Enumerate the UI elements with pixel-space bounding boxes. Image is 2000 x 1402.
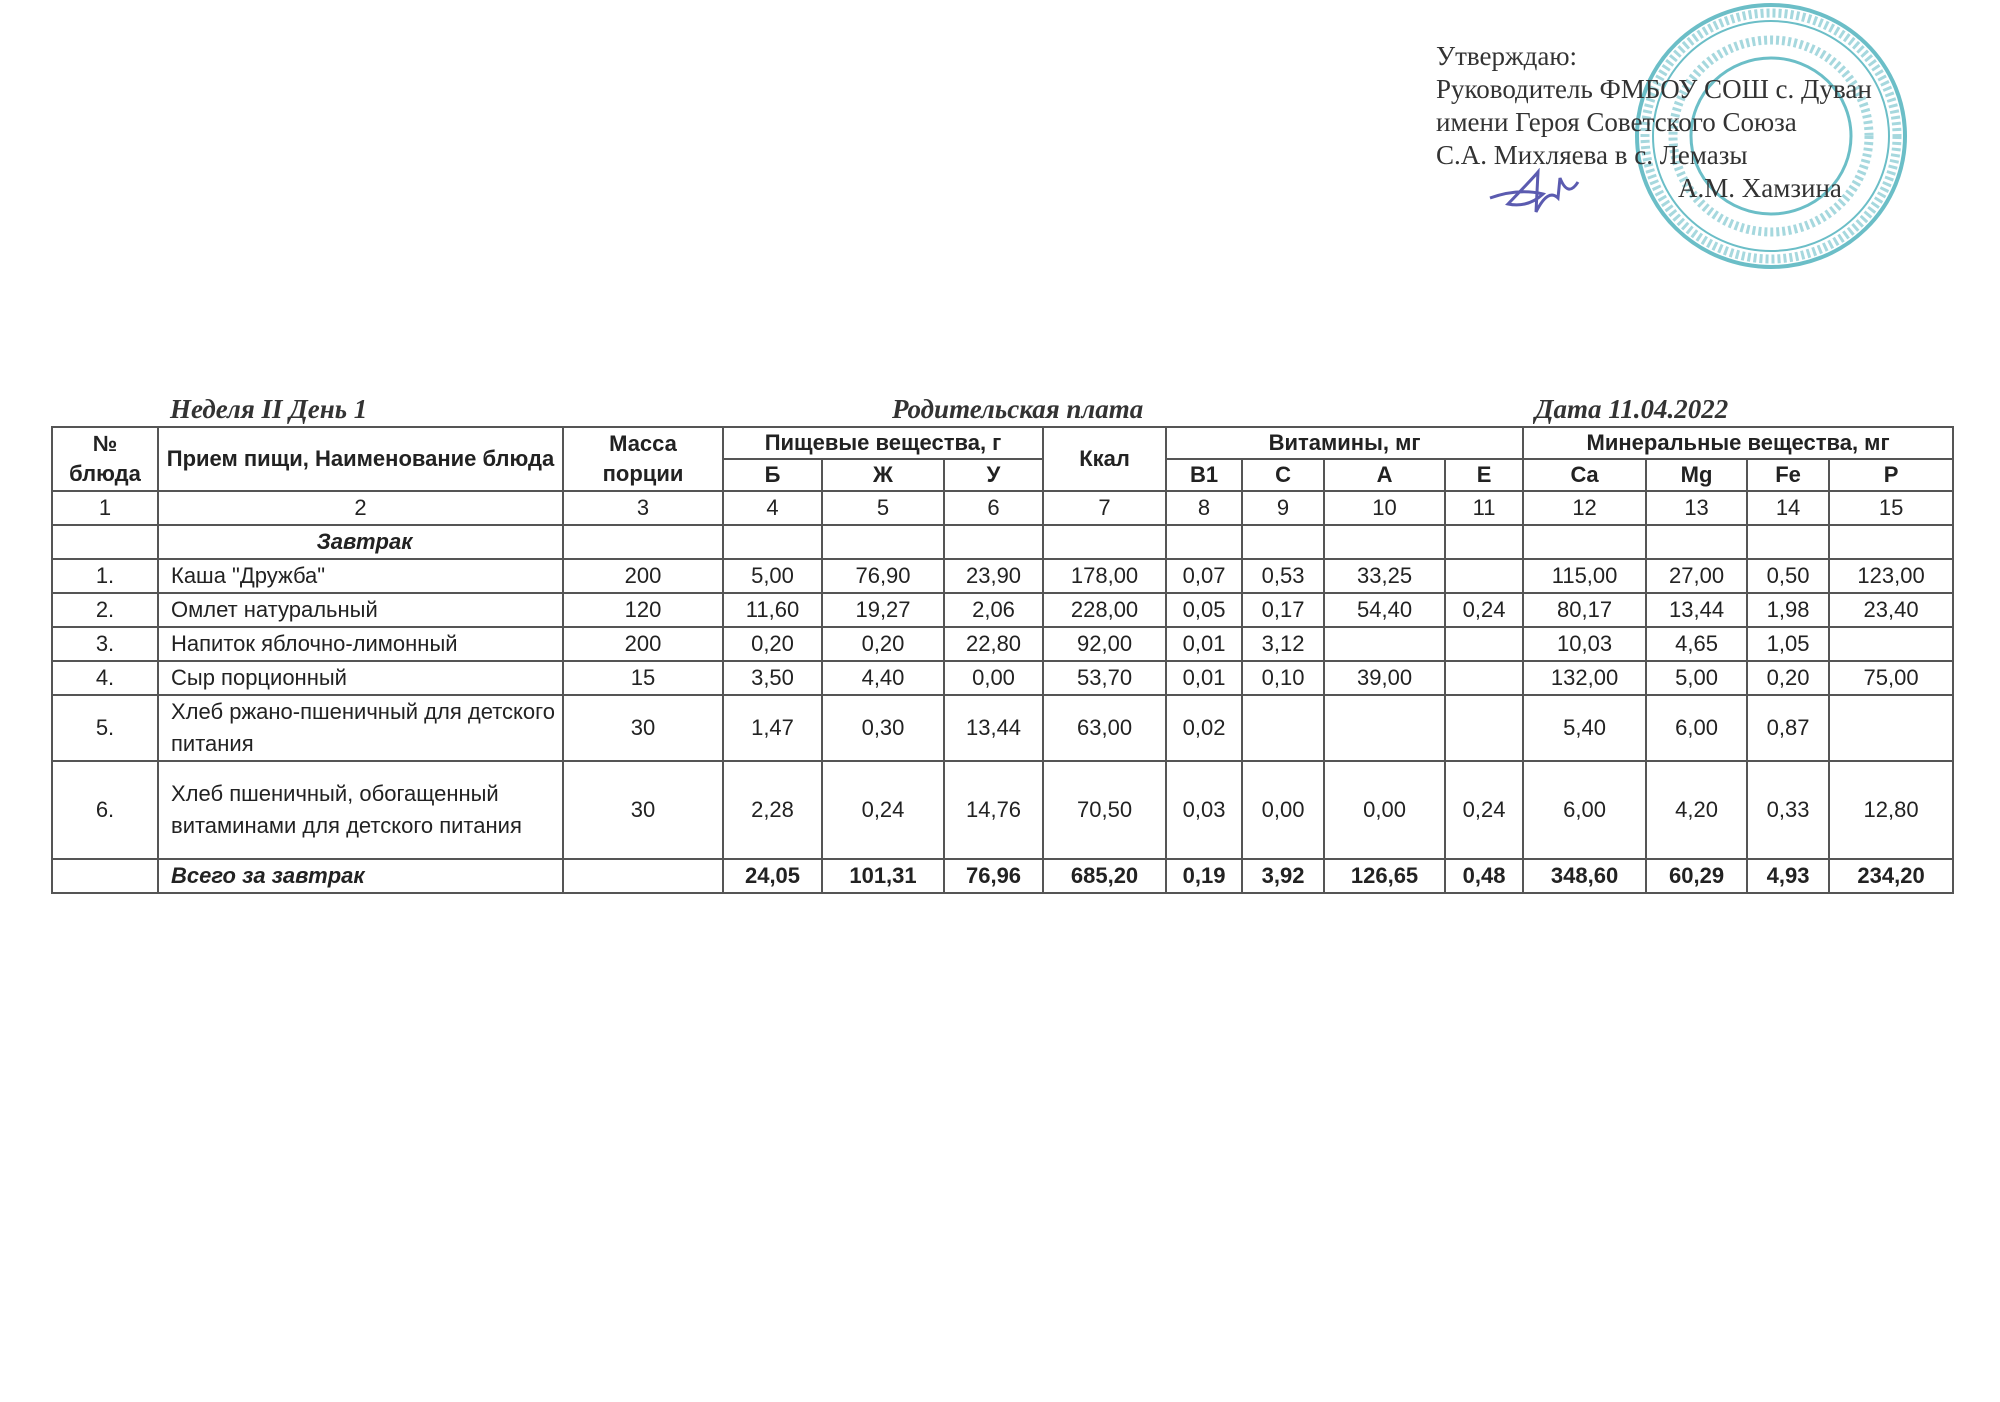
empty-cell [1166, 525, 1242, 559]
value-cell: 4,20 [1646, 761, 1747, 859]
header-nutrients: Пищевые вещества, г [723, 427, 1043, 459]
value-cell: 4,40 [822, 661, 944, 695]
total-value [52, 859, 158, 893]
column-number: 4 [723, 491, 822, 525]
value-cell: 33,25 [1324, 559, 1445, 593]
value-cell: 5,00 [1646, 661, 1747, 695]
column-number: 13 [1646, 491, 1747, 525]
value-cell: 0,20 [822, 627, 944, 661]
value-cell: 0,10 [1242, 661, 1324, 695]
value-cell: 0,00 [1324, 761, 1445, 859]
value-cell: 2,06 [944, 593, 1043, 627]
value-cell: 0,01 [1166, 661, 1242, 695]
value-cell: 19,27 [822, 593, 944, 627]
value-cell: 13,44 [944, 695, 1043, 761]
subheader-cell: Fe [1747, 459, 1829, 491]
value-cell: 2,28 [723, 761, 822, 859]
value-cell [1445, 559, 1523, 593]
value-cell: 115,00 [1523, 559, 1646, 593]
value-cell: 53,70 [1043, 661, 1166, 695]
total-label: Всего за завтрак [158, 859, 563, 893]
value-cell: 200 [563, 627, 723, 661]
value-cell: 23,90 [944, 559, 1043, 593]
empty-cell [944, 525, 1043, 559]
value-cell: 30 [563, 695, 723, 761]
value-cell [1324, 627, 1445, 661]
total-row [52, 859, 1953, 893]
column-number: 14 [1747, 491, 1829, 525]
column-number: 8 [1166, 491, 1242, 525]
total-value: 101,31 [822, 859, 944, 893]
table-row [52, 761, 1953, 859]
date-label: Дата 11.04.2022 [1535, 394, 1729, 424]
empty-cell [1523, 525, 1646, 559]
value-cell: 1,47 [723, 695, 822, 761]
empty-cell [723, 525, 822, 559]
dish-name: Омлет натуральный [158, 593, 563, 627]
subheader-cell: Ж [822, 459, 944, 491]
empty-cell [1324, 525, 1445, 559]
value-cell: 0,20 [1747, 661, 1829, 695]
value-cell [1829, 695, 1953, 761]
value-cell: 0,24 [1445, 761, 1523, 859]
value-cell: 120 [563, 593, 723, 627]
empty-cell [1646, 525, 1747, 559]
subheader-cell: Б [723, 459, 822, 491]
column-number: 12 [1523, 491, 1646, 525]
value-cell [1829, 627, 1953, 661]
value-cell: 15 [563, 661, 723, 695]
value-cell: 3,12 [1242, 627, 1324, 661]
header-num: № блюда [52, 427, 158, 491]
section-row [52, 525, 1953, 559]
total-value: 0,48 [1445, 859, 1523, 893]
header-row [52, 427, 1953, 459]
week-day-label: Неделя II День 1 [170, 394, 368, 424]
dish-name: Хлеб ржано-пшеничный для детского питания [158, 695, 563, 761]
value-cell: 39,00 [1324, 661, 1445, 695]
column-number: 2 [158, 491, 563, 525]
empty-cell [1829, 525, 1953, 559]
approval-title: Утверждаю: [1436, 41, 1578, 71]
column-number: 10 [1324, 491, 1445, 525]
column-number: 6 [944, 491, 1043, 525]
menu-table [51, 426, 1954, 894]
value-cell [1445, 661, 1523, 695]
value-cell: 0,01 [1166, 627, 1242, 661]
value-cell: 0,00 [944, 661, 1043, 695]
column-number: 1 [52, 491, 158, 525]
dish-number: 1. [52, 559, 158, 593]
value-cell [1324, 695, 1445, 761]
value-cell: 76,90 [822, 559, 944, 593]
value-cell: 14,76 [944, 761, 1043, 859]
value-cell: 12,80 [1829, 761, 1953, 859]
value-cell: 0,24 [822, 761, 944, 859]
value-cell: 123,00 [1829, 559, 1953, 593]
value-cell: 0,30 [822, 695, 944, 761]
column-number: 5 [822, 491, 944, 525]
value-cell: 178,00 [1043, 559, 1166, 593]
subheader-cell: C [1242, 459, 1324, 491]
dish-number: 4. [52, 661, 158, 695]
value-cell: 0,17 [1242, 593, 1324, 627]
table-row [52, 627, 1953, 661]
value-cell: 0,07 [1166, 559, 1242, 593]
dish-name: Напиток яблочно-лимонный [158, 627, 563, 661]
empty-cell [1242, 525, 1324, 559]
value-cell: 0,50 [1747, 559, 1829, 593]
subheader-cell: Mg [1646, 459, 1747, 491]
table-row [52, 661, 1953, 695]
value-cell: 70,50 [1043, 761, 1166, 859]
value-cell: 27,00 [1646, 559, 1747, 593]
total-value: 0,19 [1166, 859, 1242, 893]
header-kcal: Ккал [1043, 427, 1166, 491]
header-mass: Масса порции [563, 427, 723, 491]
value-cell [1445, 627, 1523, 661]
total-value: 234,20 [1829, 859, 1953, 893]
total-value: 76,96 [944, 859, 1043, 893]
total-value: 24,05 [723, 859, 822, 893]
value-cell: 1,05 [1747, 627, 1829, 661]
subheader-cell: Ca [1523, 459, 1646, 491]
dish-number: 6. [52, 761, 158, 859]
value-cell: 4,65 [1646, 627, 1747, 661]
value-cell: 0,53 [1242, 559, 1324, 593]
value-cell: 0,24 [1445, 593, 1523, 627]
value-cell: 23,40 [1829, 593, 1953, 627]
subheader-cell: A [1324, 459, 1445, 491]
total-value: 60,29 [1646, 859, 1747, 893]
subheader-cell: E [1445, 459, 1523, 491]
subheader-cell: P [1829, 459, 1953, 491]
column-number: 3 [563, 491, 723, 525]
value-cell: 63,00 [1043, 695, 1166, 761]
header-minerals: Минеральные вещества, мг [1523, 427, 1953, 459]
value-cell [1242, 695, 1324, 761]
value-cell: 0,20 [723, 627, 822, 661]
dish-name: Сыр порционный [158, 661, 563, 695]
value-cell: 54,40 [1324, 593, 1445, 627]
value-cell: 0,03 [1166, 761, 1242, 859]
value-cell: 13,44 [1646, 593, 1747, 627]
value-cell: 11,60 [723, 593, 822, 627]
total-value: 685,20 [1043, 859, 1166, 893]
subheader-cell: У [944, 459, 1043, 491]
value-cell: 5,00 [723, 559, 822, 593]
dish-number: 3. [52, 627, 158, 661]
empty-cell [1747, 525, 1829, 559]
dish-name: Хлеб пшеничный, обогащенный витаминами для детского питания [158, 761, 563, 859]
dish-number: 2. [52, 593, 158, 627]
total-value: 348,60 [1523, 859, 1646, 893]
empty-cell [1445, 525, 1523, 559]
value-cell: 10,03 [1523, 627, 1646, 661]
empty-cell [1043, 525, 1166, 559]
value-cell: 0,05 [1166, 593, 1242, 627]
value-cell: 200 [563, 559, 723, 593]
table-row [52, 593, 1953, 627]
value-cell: 5,40 [1523, 695, 1646, 761]
column-number: 11 [1445, 491, 1523, 525]
total-value: 3,92 [1242, 859, 1324, 893]
value-cell: 1,98 [1747, 593, 1829, 627]
value-cell: 0,00 [1242, 761, 1324, 859]
approval-signer: А.М. Хамзина [1678, 173, 1842, 203]
value-cell: 228,00 [1043, 593, 1166, 627]
section-title: Завтрак [158, 525, 563, 559]
column-number: 15 [1829, 491, 1953, 525]
column-number: 9 [1242, 491, 1324, 525]
column-number-row [52, 491, 1953, 525]
value-cell: 6,00 [1523, 761, 1646, 859]
dish-number: 5. [52, 695, 158, 761]
signature [1488, 168, 1588, 218]
value-cell: 22,80 [944, 627, 1043, 661]
value-cell: 92,00 [1043, 627, 1166, 661]
value-cell: 3,50 [723, 661, 822, 695]
dish-name: Каша "Дружба" [158, 559, 563, 593]
approval-position: Руководитель ФМБОУ СОШ с. Дуван [1436, 74, 1872, 104]
empty-cell [52, 525, 158, 559]
payment-type-label: Родительская плата [892, 394, 1144, 424]
total-value [563, 859, 723, 893]
header-name: Прием пищи, Наименование блюда [158, 427, 563, 491]
empty-cell [822, 525, 944, 559]
value-cell [1445, 695, 1523, 761]
total-value: 4,93 [1747, 859, 1829, 893]
approval-position-3: С.А. Михляева в с. Лемазы [1436, 140, 1748, 170]
column-number: 7 [1043, 491, 1166, 525]
value-cell: 0,33 [1747, 761, 1829, 859]
total-value: 126,65 [1324, 859, 1445, 893]
subheader-cell: B1 [1166, 459, 1242, 491]
value-cell: 0,87 [1747, 695, 1829, 761]
value-cell: 80,17 [1523, 593, 1646, 627]
header-vitamins: Витамины, мг [1166, 427, 1523, 459]
approval-position-2: имени Героя Советского Союза [1436, 107, 1797, 137]
table-row [52, 695, 1953, 761]
table-row [52, 559, 1953, 593]
value-cell: 75,00 [1829, 661, 1953, 695]
value-cell: 132,00 [1523, 661, 1646, 695]
value-cell: 30 [563, 761, 723, 859]
empty-cell [563, 525, 723, 559]
value-cell: 0,02 [1166, 695, 1242, 761]
value-cell: 6,00 [1646, 695, 1747, 761]
